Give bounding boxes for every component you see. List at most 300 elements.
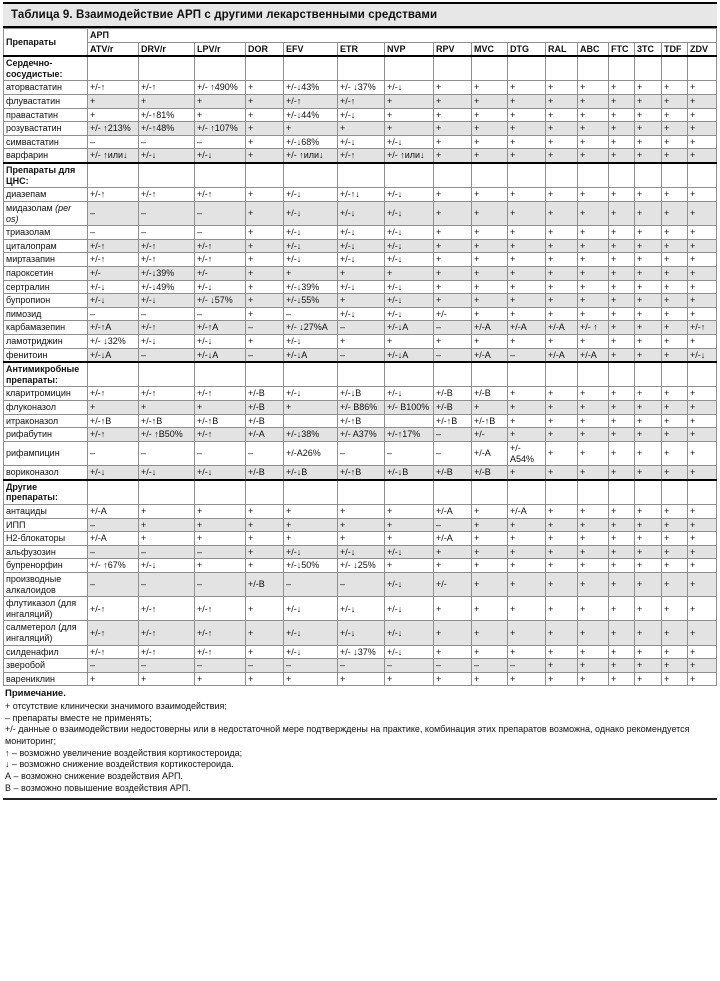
table-row xyxy=(4,659,717,673)
interaction-cell: +/-↑ xyxy=(139,387,195,401)
interaction-cell: + xyxy=(635,321,662,335)
header-row-codes xyxy=(4,42,717,56)
interaction-cell: +/-↓ xyxy=(284,621,338,645)
empty-cell xyxy=(139,163,195,188)
interaction-cell: + xyxy=(609,149,635,163)
interaction-cell: +/-A xyxy=(508,321,546,335)
interaction-cell: + xyxy=(662,253,688,267)
interaction-cell: + xyxy=(662,108,688,122)
interaction-cell: + xyxy=(609,188,635,202)
empty-cell xyxy=(385,56,434,81)
empty-cell xyxy=(246,163,284,188)
interaction-cell: + xyxy=(246,188,284,202)
interaction-cell: + xyxy=(472,122,508,136)
interaction-cell: + xyxy=(338,335,385,349)
interaction-cell: + xyxy=(546,545,578,559)
interaction-cell: + xyxy=(246,266,284,280)
empty-cell xyxy=(472,163,508,188)
interaction-cell: + xyxy=(662,321,688,335)
interaction-cell: – xyxy=(195,441,246,465)
empty-cell xyxy=(688,56,717,81)
interaction-cell: + xyxy=(139,518,195,532)
interaction-cell: + xyxy=(508,545,546,559)
interaction-cell: + xyxy=(385,122,434,136)
table-row xyxy=(4,518,717,532)
interaction-cell: – xyxy=(338,572,385,596)
interaction-cell: + xyxy=(508,466,546,480)
interaction-cell: +/-A xyxy=(508,504,546,518)
table-row xyxy=(4,335,717,349)
interaction-cell: +/-↑B xyxy=(195,414,246,428)
drug-name: фенитоин xyxy=(4,348,88,362)
drug-name: ИПП xyxy=(4,518,88,532)
interaction-cell: + xyxy=(662,122,688,136)
interaction-cell: + xyxy=(578,307,609,321)
column-header-zdv: ZDV xyxy=(688,42,717,56)
interaction-cell: + xyxy=(546,239,578,253)
interaction-cell: +/-↓A xyxy=(385,348,434,362)
interaction-cell: + xyxy=(472,266,508,280)
interaction-cell: – xyxy=(195,307,246,321)
interaction-cell: + xyxy=(609,108,635,122)
interaction-cell: + xyxy=(246,280,284,294)
drug-name-latin: (per os) xyxy=(6,202,72,224)
table-row xyxy=(4,672,717,686)
interaction-cell: + xyxy=(434,280,472,294)
interaction-cell: +/-↓ xyxy=(385,226,434,240)
interaction-cell: +/-A xyxy=(434,532,472,546)
interaction-cell: + xyxy=(635,645,662,659)
interaction-cell: + xyxy=(139,672,195,686)
interaction-cell: + xyxy=(546,645,578,659)
interaction-cell: – xyxy=(508,348,546,362)
drug-name: варениклин xyxy=(4,672,88,686)
interaction-cell: + xyxy=(246,597,284,621)
interaction-cell: + xyxy=(688,545,717,559)
empty-cell xyxy=(88,362,139,387)
interaction-cell: +/-↓ xyxy=(284,253,338,267)
interaction-cell: + xyxy=(434,226,472,240)
interaction-cell: +/-↓B xyxy=(284,466,338,480)
interaction-cell: +/-↓ xyxy=(284,597,338,621)
interaction-cell: + xyxy=(508,108,546,122)
table-row xyxy=(4,645,717,659)
interaction-cell: – xyxy=(88,201,139,225)
interaction-cell: + xyxy=(609,321,635,335)
empty-cell xyxy=(139,480,195,505)
interaction-cell: +/- A54% xyxy=(508,441,546,465)
interaction-cell: + xyxy=(546,201,578,225)
interaction-cell: + xyxy=(578,504,609,518)
interaction-cell: +/-↑17% xyxy=(385,428,434,442)
interaction-cell: + xyxy=(338,266,385,280)
interaction-cell: + xyxy=(434,201,472,225)
interaction-cell: + xyxy=(578,401,609,415)
interaction-cell: + xyxy=(434,672,472,686)
interaction-cell: +/-↓ xyxy=(688,348,717,362)
interaction-cell: + xyxy=(609,201,635,225)
interaction-cell: + xyxy=(609,597,635,621)
interaction-cell: +/-↓ xyxy=(385,81,434,95)
interaction-cell: – xyxy=(434,441,472,465)
interaction-cell: + xyxy=(609,532,635,546)
drug-name: зверобой xyxy=(4,659,88,673)
interaction-cell: + xyxy=(246,122,284,136)
empty-cell xyxy=(284,163,338,188)
drug-name: бупропион xyxy=(4,294,88,308)
column-header-efv: EFV xyxy=(284,42,338,56)
interaction-cell: +/-↑ xyxy=(88,645,139,659)
interaction-cell: + xyxy=(609,307,635,321)
interaction-cell: + xyxy=(578,545,609,559)
interaction-cell: + xyxy=(508,645,546,659)
interaction-cell: +/-↓ xyxy=(385,387,434,401)
interaction-cell: +/-↓39% xyxy=(139,266,195,280)
interaction-cell: + xyxy=(546,428,578,442)
interaction-cell: + xyxy=(546,504,578,518)
drug-name: правастатин xyxy=(4,108,88,122)
interaction-cell: + xyxy=(688,441,717,465)
interaction-cell: + xyxy=(635,441,662,465)
interaction-cell: + xyxy=(662,294,688,308)
interaction-cell: +/-↑ xyxy=(139,188,195,202)
interaction-cell: + xyxy=(472,559,508,573)
interaction-cell: + xyxy=(508,428,546,442)
interaction-cell: + xyxy=(246,335,284,349)
interaction-cell: + xyxy=(578,294,609,308)
interaction-cell: + xyxy=(508,135,546,149)
interaction-cell: +/-↓ xyxy=(338,253,385,267)
interaction-cell: + xyxy=(578,518,609,532)
table-row xyxy=(4,201,717,225)
interaction-cell: +/-↓ xyxy=(284,335,338,349)
drug-column-header: Препараты xyxy=(4,29,88,57)
interaction-cell: + xyxy=(688,518,717,532)
interaction-cell: +/-↑ xyxy=(338,149,385,163)
empty-cell xyxy=(662,480,688,505)
interaction-cell: + xyxy=(688,659,717,673)
empty-cell xyxy=(609,362,635,387)
interaction-cell: +/-↓A xyxy=(284,348,338,362)
interaction-cell: +/-↓ xyxy=(338,545,385,559)
interaction-cell: + xyxy=(609,253,635,267)
interaction-cell: +/- ↑или↓ xyxy=(284,149,338,163)
column-header-etr: ETR xyxy=(338,42,385,56)
interaction-cell: – xyxy=(88,659,139,673)
note-line: В – возможно повышение воздействия АРП. xyxy=(5,782,191,793)
interaction-cell: + xyxy=(609,572,635,596)
empty-cell xyxy=(88,480,139,505)
interaction-cell: – xyxy=(139,545,195,559)
interaction-cell: + xyxy=(338,518,385,532)
interaction-cell: +/-↓ xyxy=(385,253,434,267)
interaction-cell: + xyxy=(472,226,508,240)
interaction-cell: +/- ↑B50% xyxy=(139,428,195,442)
interaction-cell: + xyxy=(546,518,578,532)
empty-cell xyxy=(88,56,139,81)
interaction-cell: + xyxy=(195,672,246,686)
interaction-cell: + xyxy=(546,253,578,267)
interaction-cell: +/-↓ xyxy=(139,559,195,573)
interaction-cell: + xyxy=(609,280,635,294)
interaction-cell: + xyxy=(546,149,578,163)
interaction-cell: + xyxy=(508,201,546,225)
drug-name: миртазапин xyxy=(4,253,88,267)
interaction-cell: + xyxy=(609,428,635,442)
interaction-cell: +/-↑B xyxy=(338,414,385,428)
interaction-cell: + xyxy=(688,81,717,95)
interaction-cell: + xyxy=(546,266,578,280)
interaction-cell: + xyxy=(434,253,472,267)
interaction-cell: + xyxy=(434,545,472,559)
interaction-cell: + xyxy=(662,545,688,559)
interaction-cell: + xyxy=(578,672,609,686)
interaction-cell: +/-↓ xyxy=(338,135,385,149)
table-row xyxy=(4,188,717,202)
interaction-cell: +/-↓A xyxy=(88,348,139,362)
interaction-cell: +/-↓ xyxy=(338,280,385,294)
interaction-cell: + xyxy=(434,645,472,659)
column-header-dor: DOR xyxy=(246,42,284,56)
interaction-cell: + xyxy=(662,572,688,596)
interaction-cell: + xyxy=(578,428,609,442)
interaction-cell: +/-↑ xyxy=(284,95,338,109)
interaction-cell: – xyxy=(246,348,284,362)
drug-name: итраконазол xyxy=(4,414,88,428)
interaction-cell: + xyxy=(635,428,662,442)
interaction-cell: – xyxy=(434,659,472,673)
interaction-cell: +/-B xyxy=(434,466,472,480)
interaction-cell: + xyxy=(662,466,688,480)
interaction-cell: + xyxy=(688,188,717,202)
interaction-cell: + xyxy=(434,597,472,621)
interaction-cell: + xyxy=(472,307,508,321)
interaction-cell: +/- xyxy=(434,572,472,596)
interaction-cell: +/- ↑490% xyxy=(195,81,246,95)
interaction-cell: + xyxy=(284,532,338,546)
interaction-cell: + xyxy=(508,253,546,267)
interaction-cell: + xyxy=(472,149,508,163)
interaction-cell: + xyxy=(688,597,717,621)
empty-cell xyxy=(662,56,688,81)
table-row xyxy=(4,294,717,308)
interaction-cell: + xyxy=(546,466,578,480)
interaction-cell: + xyxy=(472,645,508,659)
interaction-cell: + xyxy=(688,280,717,294)
interaction-cell: + xyxy=(578,559,609,573)
empty-cell xyxy=(246,480,284,505)
interaction-cell: + xyxy=(662,387,688,401)
note-line: +/- данные о взаимодействии недостоверны или в недостаточной мере подтверждены на практике, комбинация этих препаратов возможна, однако рекомендуется мониторинг; xyxy=(5,724,690,746)
interaction-cell: + xyxy=(246,307,284,321)
interaction-cell: +/-↑ xyxy=(139,597,195,621)
interaction-cell: +/- xyxy=(434,307,472,321)
interaction-cell: +/-A xyxy=(546,348,578,362)
interaction-cell: + xyxy=(635,122,662,136)
empty-cell xyxy=(546,362,578,387)
interaction-cell: + xyxy=(635,294,662,308)
interaction-cell: + xyxy=(662,335,688,349)
interaction-cell: + xyxy=(662,504,688,518)
interaction-cell: +/- ↑67% xyxy=(88,559,139,573)
column-header-atvr: ATV/r xyxy=(88,42,139,56)
interaction-cell: + xyxy=(546,572,578,596)
interaction-cell: +/-↓ xyxy=(139,466,195,480)
interaction-cell: +/-A xyxy=(246,428,284,442)
interaction-cell: + xyxy=(88,401,139,415)
interaction-cell: +/-↓ xyxy=(284,188,338,202)
drug-name: триазолам xyxy=(4,226,88,240)
interaction-cell: +/-↑ xyxy=(139,81,195,95)
interaction-cell: + xyxy=(662,149,688,163)
empty-cell xyxy=(246,56,284,81)
interaction-cell: +/-↓ xyxy=(385,239,434,253)
empty-cell xyxy=(385,480,434,505)
interaction-cell: + xyxy=(635,597,662,621)
interaction-cell: + xyxy=(139,95,195,109)
interaction-cell: + xyxy=(508,572,546,596)
interaction-cell: + xyxy=(635,280,662,294)
interaction-cell: + xyxy=(508,280,546,294)
empty-cell xyxy=(338,163,385,188)
interaction-cell: +/-↑ xyxy=(195,621,246,645)
empty-cell xyxy=(635,163,662,188)
interaction-cell: +/-↑ xyxy=(88,387,139,401)
table-row xyxy=(4,428,717,442)
column-header-ral: RAL xyxy=(546,42,578,56)
notes-header: Примечание. xyxy=(5,688,66,700)
interaction-cell: + xyxy=(246,532,284,546)
interaction-cell: +/- ↑107% xyxy=(195,122,246,136)
interaction-cell: + xyxy=(338,294,385,308)
interaction-cell: + xyxy=(635,307,662,321)
interaction-cell: – xyxy=(139,307,195,321)
interaction-cell: + xyxy=(688,401,717,415)
table-row xyxy=(4,307,717,321)
column-header-drvr: DRV/r xyxy=(139,42,195,56)
table-row xyxy=(4,280,717,294)
empty-cell xyxy=(434,362,472,387)
interaction-cell: +/- B86% xyxy=(338,401,385,415)
interaction-cell: + xyxy=(508,532,546,546)
interaction-cell: + xyxy=(635,672,662,686)
interaction-cell: + xyxy=(578,387,609,401)
interaction-cell: + xyxy=(195,504,246,518)
interaction-cell: + xyxy=(688,135,717,149)
drug-name: варфарин xyxy=(4,149,88,163)
interaction-cell: + xyxy=(578,95,609,109)
interaction-cell: – xyxy=(88,307,139,321)
empty-cell xyxy=(609,56,635,81)
interaction-cell: +/- xyxy=(195,266,246,280)
interaction-cell: +/-↓ xyxy=(385,201,434,225)
interaction-cell: + xyxy=(609,559,635,573)
empty-cell xyxy=(688,362,717,387)
interaction-cell: + xyxy=(246,95,284,109)
interaction-cell: + xyxy=(635,621,662,645)
interaction-cell: + xyxy=(472,335,508,349)
column-header-rpv: RPV xyxy=(434,42,472,56)
table-row xyxy=(4,559,717,573)
interaction-cell: +/-B xyxy=(434,387,472,401)
interaction-cell: +/-↓ xyxy=(338,108,385,122)
interaction-cell: + xyxy=(472,621,508,645)
interaction-cell: + xyxy=(609,518,635,532)
empty-cell xyxy=(688,480,717,505)
interaction-cell: + xyxy=(546,387,578,401)
interaction-cell: + xyxy=(385,532,434,546)
table-row xyxy=(4,441,717,465)
interaction-cell: + xyxy=(635,414,662,428)
interaction-cell: + xyxy=(635,253,662,267)
interaction-cell: +/-B xyxy=(246,466,284,480)
interaction-cell: + xyxy=(635,504,662,518)
interaction-cell: + xyxy=(578,253,609,267)
interaction-cell: + xyxy=(688,226,717,240)
interaction-cell: +/-↑ xyxy=(195,239,246,253)
table-row xyxy=(4,348,717,362)
interaction-cell: + xyxy=(609,672,635,686)
interaction-cell: + xyxy=(546,108,578,122)
interaction-cell: + xyxy=(635,226,662,240)
interaction-cell: + xyxy=(635,532,662,546)
interaction-cell: + xyxy=(662,348,688,362)
interaction-cell: + xyxy=(662,414,688,428)
empty-cell xyxy=(284,480,338,505)
interaction-cell: + xyxy=(434,266,472,280)
interaction-cell: – xyxy=(246,659,284,673)
interaction-cell: + xyxy=(139,504,195,518)
interaction-cell: + xyxy=(635,188,662,202)
interaction-cell: +/- A37% xyxy=(338,428,385,442)
interaction-cell: + xyxy=(609,645,635,659)
interaction-cell: + xyxy=(508,672,546,686)
interaction-cell: + xyxy=(662,95,688,109)
interaction-cell: + xyxy=(434,122,472,136)
interaction-cell: + xyxy=(195,532,246,546)
interaction-cell: +/-↑ xyxy=(338,95,385,109)
interaction-cell: + xyxy=(688,621,717,645)
interaction-cell: + xyxy=(246,149,284,163)
interaction-cell: + xyxy=(609,239,635,253)
interaction-cell: + xyxy=(578,122,609,136)
interaction-cell: +/- ↓57% xyxy=(195,294,246,308)
interaction-cell: +/- B100% xyxy=(385,401,434,415)
interaction-cell: +/-↑ xyxy=(88,188,139,202)
interaction-cell: + xyxy=(635,95,662,109)
interaction-cell: – xyxy=(508,659,546,673)
interaction-cell: – xyxy=(139,659,195,673)
interaction-cell: +/-↓ xyxy=(88,280,139,294)
interaction-cell: + xyxy=(578,201,609,225)
interaction-cell: – xyxy=(246,321,284,335)
interaction-cell: + xyxy=(434,81,472,95)
interaction-cell: +/- ↑или↓ xyxy=(88,149,139,163)
interaction-cell: – xyxy=(338,441,385,465)
drug-name: пимозид xyxy=(4,307,88,321)
interaction-cell: + xyxy=(609,504,635,518)
interaction-cell: + xyxy=(338,122,385,136)
column-header-ftc: FTC xyxy=(609,42,635,56)
interaction-cell: +/-↓ xyxy=(338,307,385,321)
section-header: Антимикробные препараты: xyxy=(4,362,88,387)
interaction-cell: + xyxy=(472,280,508,294)
interaction-cell: +/-↓38% xyxy=(284,428,338,442)
interaction-cell: + xyxy=(508,335,546,349)
interaction-cell: + xyxy=(284,672,338,686)
interaction-cell: + xyxy=(688,294,717,308)
interaction-cell: + xyxy=(662,441,688,465)
